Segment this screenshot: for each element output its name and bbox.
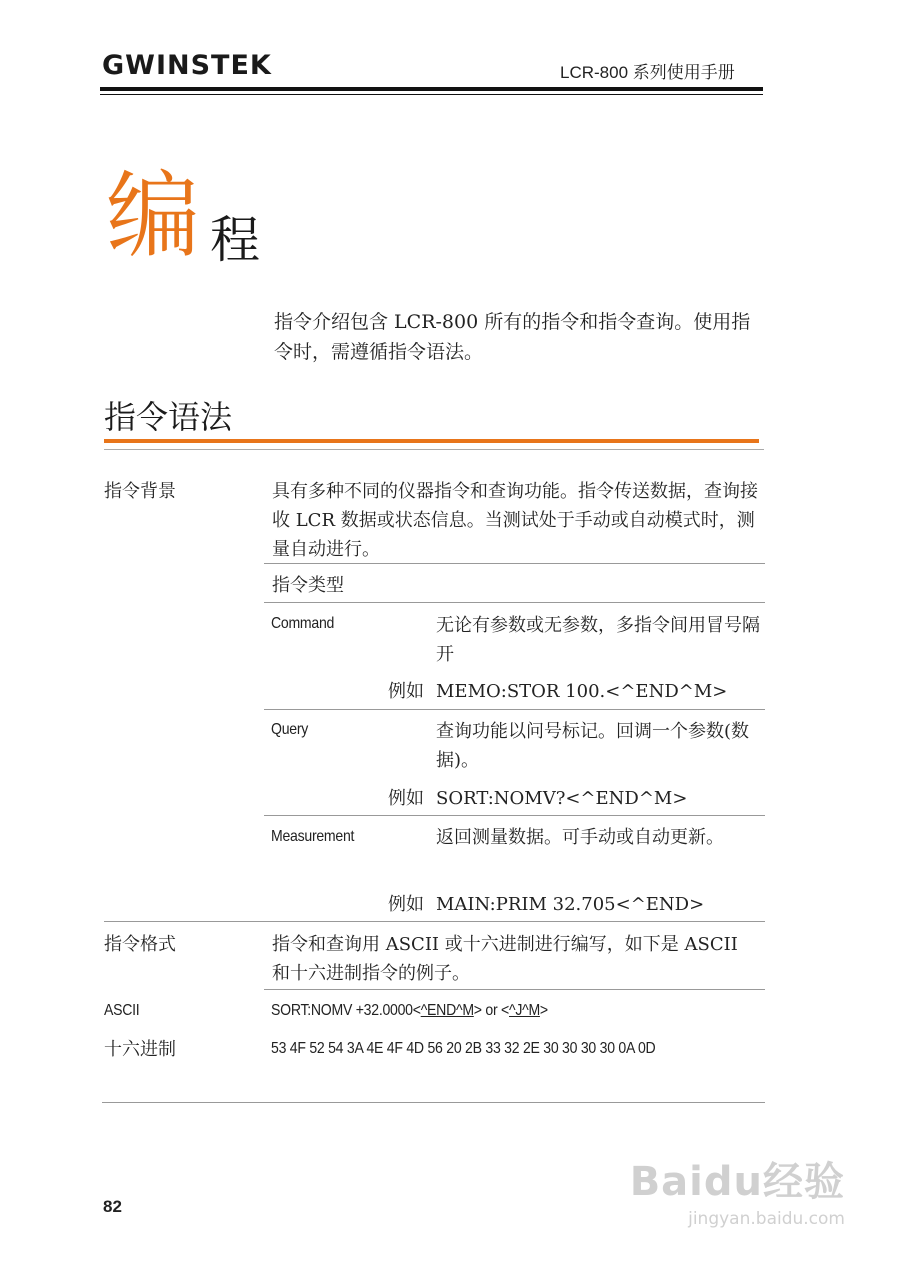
format-text: 指令和查询用 ASCII 或十六进制进行编写，如下是 ASCII 和十六进制指令的例子。	[272, 934, 738, 984]
type-example-measurement: MAIN:PRIM 32.705<^END>	[436, 894, 705, 915]
type-desc-command: 无论有参数或无参数，多指令间用冒号隔开	[436, 615, 760, 665]
section-rule	[104, 439, 759, 443]
background-label: 指令背景	[104, 481, 176, 502]
row-divider	[264, 989, 765, 990]
chapter-intro: 指令介绍包含 LCR-800 所有的指令和指令查询。使用指令时，需遵循指令语法。	[274, 311, 751, 363]
header-rule	[100, 87, 763, 91]
type-name-command: Command	[271, 615, 335, 632]
watermark	[630, 1150, 845, 1229]
type-example-command: MEMO:STOR 100.<^END^M>	[436, 681, 728, 702]
manual-title: LCR-800 系列使用手册	[560, 63, 735, 82]
type-desc-query: 查询功能以问号标记。回调一个参数(数据)。	[436, 721, 750, 771]
ascii-mid: > or <	[473, 1002, 509, 1019]
ascii-prefix: SORT:NOMV +32.0000<	[271, 1002, 421, 1019]
background-text: 具有多种不同的仪器指令和查询功能。指令传送数据，查询接收 LCR 数据或状态信息。当测试处于手动或自动模式时，测量自动进行。	[272, 481, 758, 560]
chapter-title-first-char: 编	[106, 162, 201, 271]
section-title: 指令语法	[104, 398, 233, 436]
header-rule-thin	[100, 94, 763, 95]
row-divider	[264, 602, 765, 603]
ascii-end-code-1: ^END^M	[420, 1002, 474, 1019]
row-divider	[264, 815, 765, 816]
page-number: 82	[103, 1197, 122, 1216]
watermark-main: Baidu经验	[629, 1159, 845, 1205]
type-example-query: SORT:NOMV?<^END^M>	[436, 788, 688, 809]
type-name-query: Query	[271, 721, 309, 738]
hex-example: 53 4F 52 54 3A 4E 4F 4D 56 20 2B 33 32 2E 30 30 30 30 0A 0D	[271, 1040, 656, 1057]
ascii-suffix: >	[539, 1002, 548, 1019]
ascii-end-code-2: ^J^M	[508, 1002, 540, 1019]
type-name-measurement: Measurement	[271, 828, 355, 845]
watermark-sub: jingyan.baidu.com	[688, 1209, 845, 1229]
example-label: 例如	[388, 788, 424, 809]
row-divider	[264, 709, 765, 710]
bottom-rule	[102, 1102, 765, 1103]
example-label: 例如	[388, 894, 424, 915]
example-label: 例如	[388, 681, 424, 702]
chapter-title-second-char: 程	[210, 211, 260, 269]
brand-logo: GWINSTEK	[102, 50, 272, 81]
type-desc-measurement: 返回测量数据。可手动或自动更新。	[436, 827, 724, 848]
hex-label: 十六进制	[104, 1039, 176, 1060]
types-label: 指令类型	[272, 575, 344, 596]
format-label: 指令格式	[104, 934, 176, 955]
section-rule-thin	[104, 449, 764, 450]
ascii-label: ASCII	[104, 1002, 140, 1019]
row-divider	[264, 563, 765, 564]
row-divider	[104, 921, 765, 922]
ascii-example	[271, 1002, 548, 1020]
